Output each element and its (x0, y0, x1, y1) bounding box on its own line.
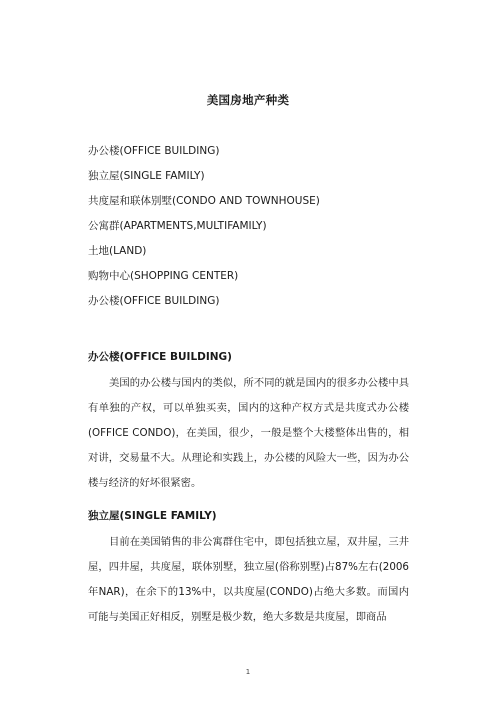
section-heading: 办公楼(OFFICE BUILDING) (88, 351, 232, 363)
section-body: 美国的办公楼与国内的类似，所不同的就是国内的很多办公楼中具有单独的产权，可以单独买卖，国内的这种产权方式是共度式办公楼(OFFICE CONDO)，在美国，很少，一般是整个大楼整体出售的，相对讲，交易量不大。从理论和实践上，办公楼的风险大一些，因为办公楼与经济的好坏很紧密。 (88, 377, 409, 489)
section-body: 目前在美国销售的非公寓群住宅中，即包括独立屋，双井屋，三井屋，四井屋，共度屋，联体别墅，独立屋(俗称别墅)占87%左右(2006年NAR)，在余下的13%中，以共度屋(CONDO)占绝大多数。而国内可能与美国正好相反，别墅是极少数，绝大多数是共度屋，即商品 (88, 536, 409, 623)
toc-list (88, 142, 320, 317)
toc-item: 办公楼(OFFICE BUILDING) (88, 295, 220, 307)
toc-item: 独立屋(SINGLE FAMILY) (88, 170, 205, 182)
toc-item: 办公楼(OFFICE BUILDING) (88, 145, 220, 157)
section-single-family (88, 507, 409, 630)
section-heading: 独立屋(SINGLE FAMILY) (88, 510, 217, 522)
toc-item: 土地(LAND) (88, 245, 147, 257)
page-number: 1 (245, 668, 251, 676)
toc-item: 公寓群(APARTMENTS,MULTIFAMILY) (88, 220, 267, 232)
toc-item: 共度屋和联体别墅(CONDO AND TOWNHOUSE) (88, 195, 320, 207)
page-title: 美国房地产种类 (206, 93, 290, 107)
section-office-building (88, 348, 409, 496)
toc-item: 购物中心(SHOPPING CENTER) (88, 270, 239, 282)
